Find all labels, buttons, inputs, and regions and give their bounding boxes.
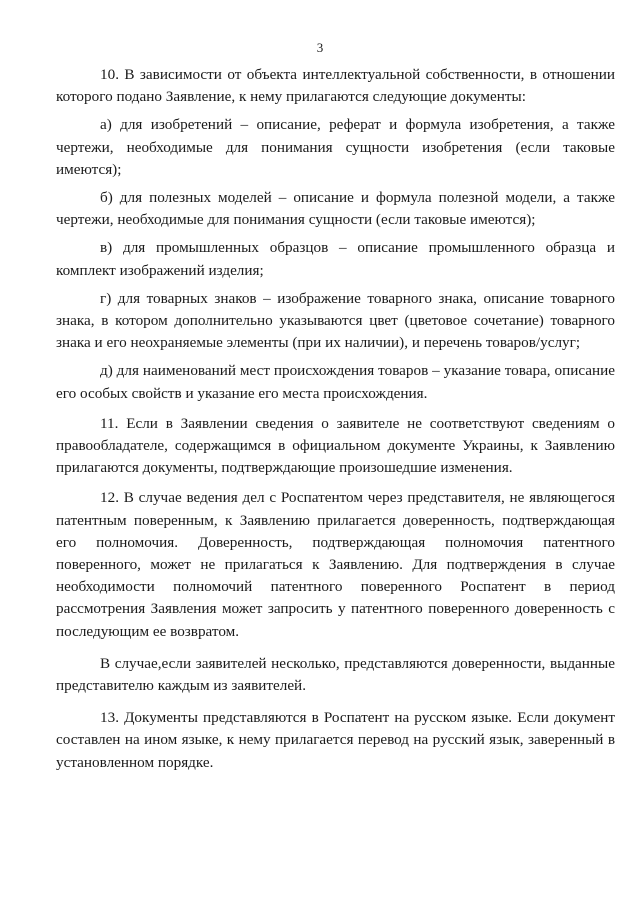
- paragraph-11: 11. Если в Заявлении сведения о заявителе не соответствуют сведениям о правообладателе, содержащимся в официальном документе Украины, к Заявлению прилагаются документы, подтверждающие произошедшие изменения.: [56, 414, 615, 477]
- paragraph-13: 13. Документы представляются в Роспатент на русском языке. Если документ составлен на ином языке, к нему прилагается перевод на русский язык, заверенный в установленном порядке.: [56, 709, 615, 771]
- paragraph-10: 10. В зависимости от объекта интеллектуальной собственности, в отношении которого подано Заявление, к нему прилагаются следующие документы:: [56, 66, 615, 106]
- document-body: [56, 64, 615, 774]
- paragraph-10-a-inventions: а) для изобретений – описание, реферат и формула изобретения, а также чертежи, необходимые для понимания сущности изобретения (если таковые имеются);: [56, 116, 615, 178]
- paragraph-10-b-utility-models: б) для полезных моделей – описание и формула полезной модели, а также чертежи, необходимые для понимания сущности (если таковые имеются);: [56, 189, 615, 229]
- paragraph-10-g-trademarks: г) для товарных знаков – изображение товарного знака, описание товарного знака, в котором дополнительно указываются цвет (цветовое сочетание) товарного знака и его неохраняемые элементы (при их наличии), и перечень товаров/услуг;: [56, 289, 615, 352]
- paragraph-12: 12. В случае ведения дел с Роспатентом через представителя, не являющегося патентным поверенным, к Заявлению прилагается доверенность, подтверждающая его полномочия. Доверенность, подтверждающая полномочия патентного поверенного, может не прилагаться к Заявлению. Для подтверждения в случае необходимости полномочий патентного поверенного Роспатент в период рассмотрения Заявления может запросить у патентного поверенного доверенность с последующим ее возвратом.: [56, 489, 615, 640]
- paragraph-10-d-appellations-of-origin: д) для наименований мест происхождения товаров – указание товара, описание его особых свойств и указание его места происхождения.: [56, 362, 615, 402]
- paragraph-12-multiple-applicants: В случае,если заявителей несколько, представляются доверенности, выданные представителю каждым из заявителей.: [56, 654, 615, 695]
- paragraph-10-v-industrial-designs: в) для промышленных образцов – описание промышленного образца и комплект изображений изделия;: [56, 239, 615, 279]
- page-number: 3: [316, 40, 324, 55]
